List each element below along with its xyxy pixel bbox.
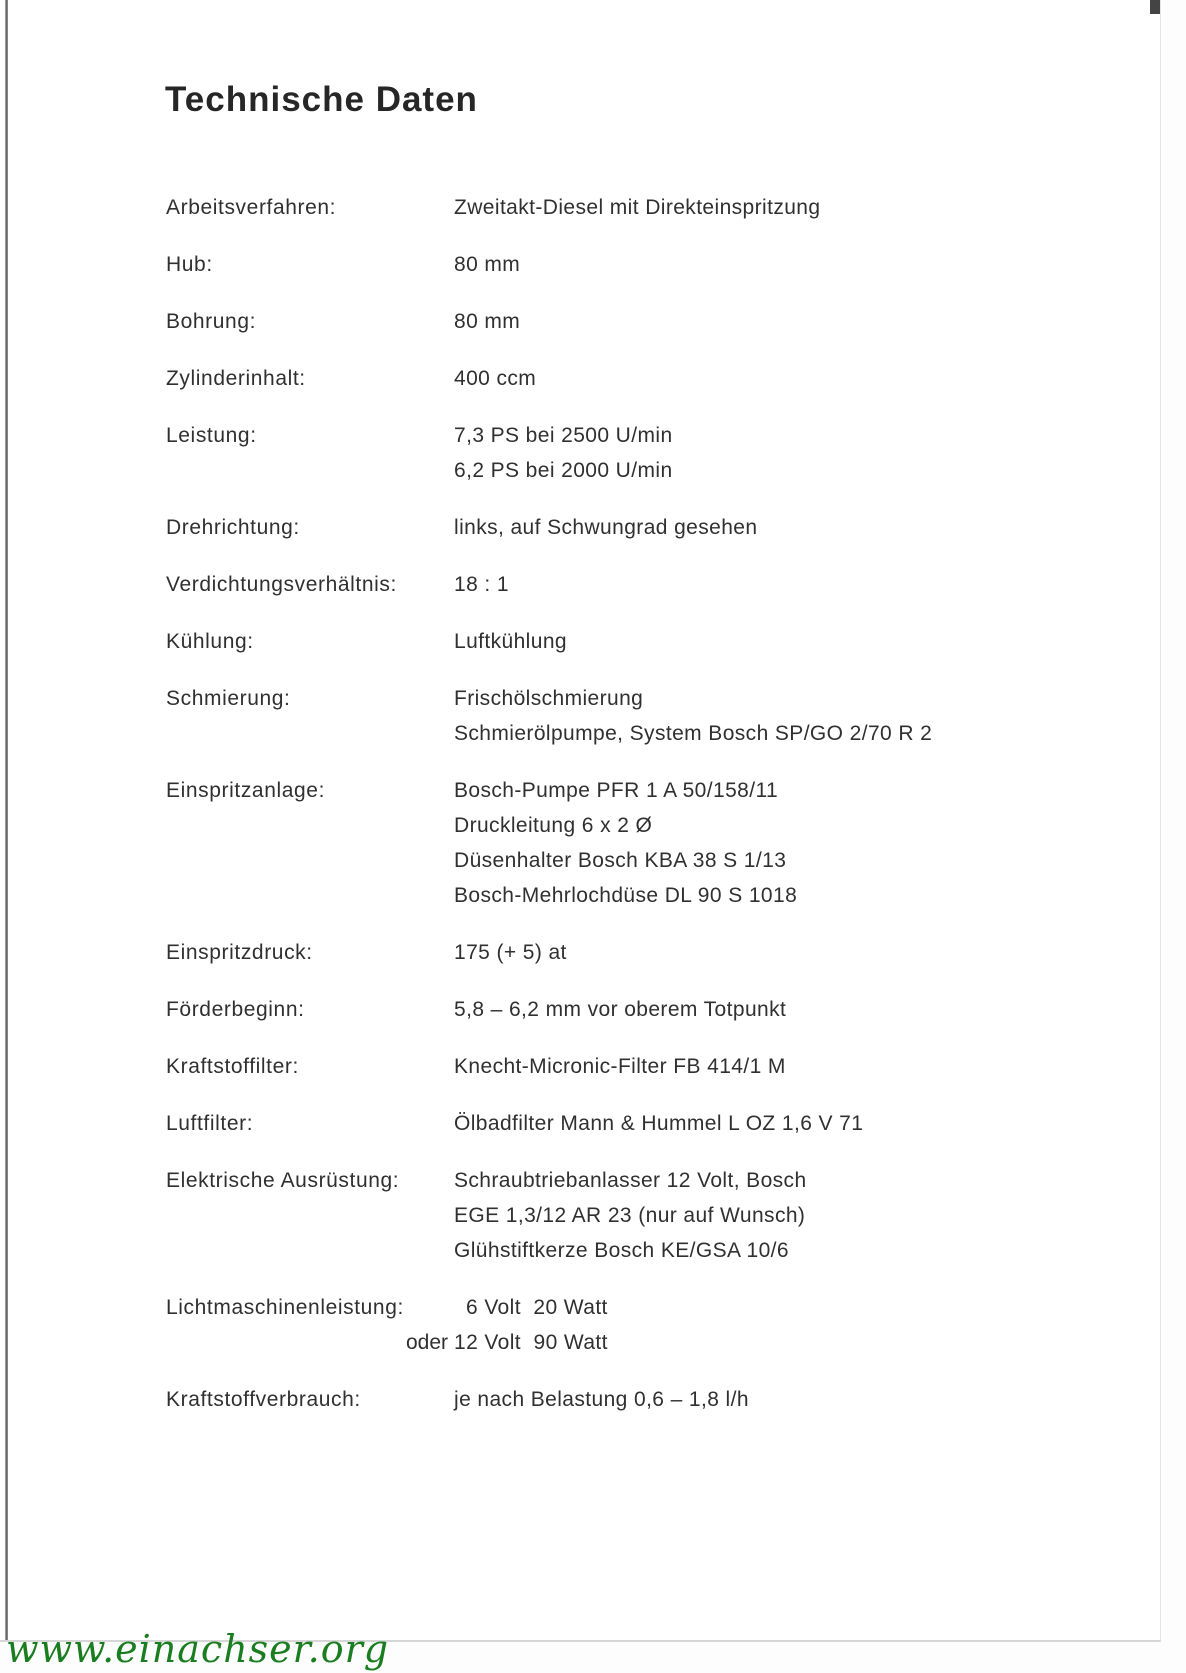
spec-value: 6,2 PS bei 2000 U/min — [454, 459, 673, 482]
spec-value: 400 ccm — [454, 367, 537, 390]
spec-values — [454, 1163, 1066, 1268]
spec-row-verbrauch — [166, 1382, 1066, 1417]
spec-value: Knecht-Micronic-Filter FB 414/1 M — [454, 1055, 786, 1078]
spec-value: 175 (+ 5) at — [454, 941, 567, 964]
spec-values — [454, 681, 1066, 751]
spec-row — [166, 1049, 1066, 1084]
spec-label: Arbeitsverfahren: — [166, 196, 337, 219]
alt-prefix: oder — [405, 1331, 448, 1354]
spec-label: Lichtmaschinenleistung: — [166, 1296, 404, 1319]
spec-label: Kraftstoffverbrauch: — [166, 1388, 361, 1411]
spec-label: Einspritzanlage: — [166, 779, 326, 802]
spec-value: Ölbadfilter Mann & Hummel L OZ 1,6 V 71 — [454, 1112, 864, 1135]
spec-label: Luftfilter: — [166, 1112, 254, 1135]
spec-row — [166, 247, 1066, 282]
spec-row-lichtmaschine — [166, 1290, 1066, 1325]
spec-list — [166, 190, 1066, 1439]
spec-value: 12 Volt 90 Watt — [454, 1331, 608, 1354]
spec-row — [166, 567, 1066, 602]
spec-row — [166, 361, 1066, 396]
page-title: Technische Daten — [165, 80, 478, 119]
spec-value: je nach Belastung 0,6 – 1,8 l/h — [454, 1388, 749, 1411]
spec-label: Verdichtungsverhältnis: — [166, 573, 397, 596]
spec-label: Einspritzdruck: — [166, 941, 313, 964]
spec-label: Kraftstoffilter: — [166, 1055, 299, 1078]
spec-label: Drehrichtung: — [166, 516, 300, 539]
spec-row — [166, 304, 1066, 339]
spec-value: EGE 1,3/12 AR 23 (nur auf Wunsch) — [454, 1204, 806, 1227]
spec-row — [166, 773, 1066, 913]
spec-value: Schmierölpumpe, System Bosch SP/GO 2/70 R 2 — [454, 722, 933, 745]
spec-value: Frischölschmierung — [454, 687, 644, 710]
spec-value: Druckleitung 6 x 2 Ø — [454, 814, 653, 837]
spec-value: 18 : 1 — [454, 573, 509, 596]
spec-values — [454, 567, 1066, 602]
spec-row — [166, 510, 1066, 545]
spec-row-lichtmaschine-alt — [166, 1325, 1066, 1360]
watermark-link[interactable]: www.einachser.org — [6, 1627, 390, 1671]
spec-value: Luftkühlung — [454, 630, 567, 653]
spec-row — [166, 1163, 1066, 1268]
spec-value: Glühstiftkerze Bosch KE/GSA 10/6 — [454, 1239, 789, 1262]
spec-values — [454, 247, 1066, 282]
spec-values — [454, 304, 1066, 339]
spec-value: 80 mm — [454, 310, 521, 333]
spec-label: Hub: — [166, 253, 213, 276]
spec-row — [166, 1106, 1066, 1141]
spec-label: Leistung: — [166, 424, 257, 447]
spec-value: Düsenhalter Bosch KBA 38 S 1/13 — [454, 849, 787, 872]
spec-value: Schraubtriebanlasser 12 Volt, Bosch — [454, 1169, 807, 1192]
spec-value: Bosch-Mehrlochdüse DL 90 S 1018 — [454, 884, 798, 907]
spec-row — [166, 935, 1066, 970]
spec-values — [454, 361, 1066, 396]
spec-label: Zylinderinhalt: — [166, 367, 306, 390]
spec-values — [454, 624, 1066, 659]
spec-values — [454, 1049, 1066, 1084]
spec-label: Elektrische Ausrüstung: — [166, 1169, 400, 1192]
spec-values — [454, 190, 1066, 225]
spec-value: 6 Volt 20 Watt — [466, 1296, 608, 1319]
spec-value: 80 mm — [454, 253, 521, 276]
spec-value: Zweitakt-Diesel mit Direkteinspritzung — [454, 196, 821, 219]
spec-label: Förderbeginn: — [166, 998, 305, 1021]
spec-value: Bosch-Pumpe PFR 1 A 50/158/11 — [454, 779, 779, 802]
binding-spine — [5, 0, 8, 1640]
spec-values — [454, 992, 1066, 1027]
spec-values — [454, 418, 1066, 488]
spec-label: Bohrung: — [166, 310, 257, 333]
spec-row — [166, 624, 1066, 659]
spec-values — [454, 773, 1066, 913]
spec-row — [166, 190, 1066, 225]
spec-label: Schmierung: — [166, 687, 291, 710]
spec-values — [454, 510, 1066, 545]
spec-row — [166, 681, 1066, 751]
spec-value: links, auf Schwungrad gesehen — [454, 516, 758, 539]
spec-values — [454, 1106, 1066, 1141]
spec-value: 7,3 PS bei 2500 U/min — [454, 424, 673, 447]
corner-mark — [1150, 0, 1160, 14]
spec-label: Kühlung: — [166, 630, 254, 653]
spec-row — [166, 418, 1066, 488]
spec-value: 5,8 – 6,2 mm vor oberem Totpunkt — [454, 998, 787, 1021]
spec-values — [454, 935, 1066, 970]
spec-row — [166, 992, 1066, 1027]
